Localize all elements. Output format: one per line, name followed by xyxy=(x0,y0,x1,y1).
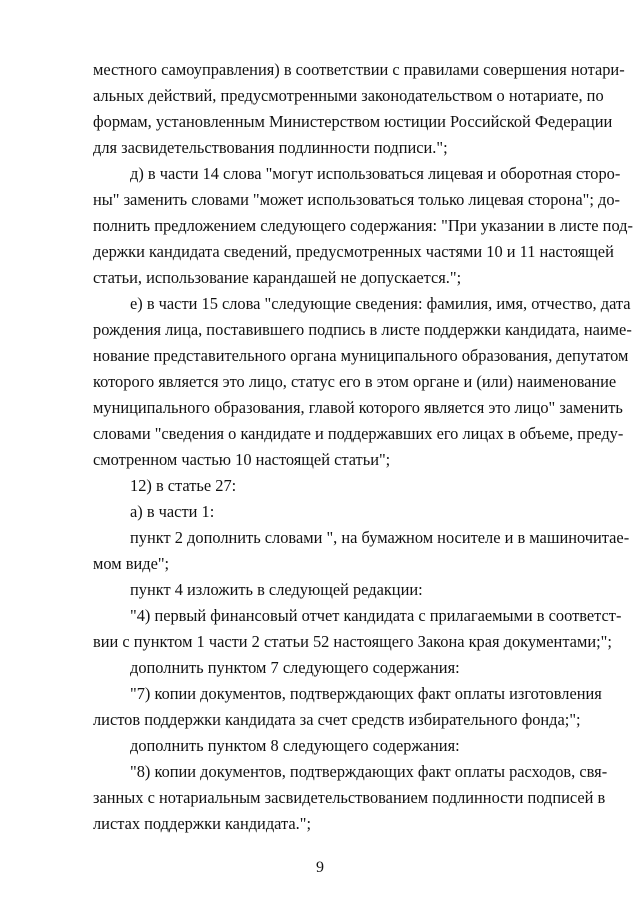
text-line: которого является это лицо, статус его в этом органе и (или) наименование xyxy=(93,372,617,391)
text-line: местного самоуправления) в соответствии с правилами совершения нотари- xyxy=(93,60,625,79)
text-line: мом виде"; xyxy=(93,554,170,573)
text-line: статьи, использование карандашей не допускается."; xyxy=(93,268,462,287)
text-line: держки кандидата сведений, предусмотренных частями 10 и 11 настоящей xyxy=(93,242,614,261)
text-line: "7) копии документов, подтверждающих факт оплаты изготовления xyxy=(130,684,602,703)
text-line: вии с пунктом 1 части 2 статьи 52 настоящего Закона края документами;"; xyxy=(93,632,612,651)
text-line: нование представительного органа муниципального образования, депутатом xyxy=(93,346,629,365)
text-line: пункт 4 изложить в следующей редакции: xyxy=(130,580,423,599)
text-line: альных действий, предусмотренными законодательством о нотариате, по xyxy=(93,86,604,105)
text-line: словами "сведения о кандидате и поддержавших его лицах в объеме, преду- xyxy=(93,424,624,443)
text-line: е) в части 15 слова "следующие сведения: фамилия, имя, отчество, дата xyxy=(130,294,631,313)
text-line: занных с нотариальным засвидетельствованием подлинности подписей в xyxy=(93,788,606,807)
text-line: ны" заменить словами "может использоваться только лицевая сторона"; до- xyxy=(93,190,621,209)
text-line: формам, установленным Министерством юстиции Российской Федерации xyxy=(93,112,613,131)
text-line: пункт 2 дополнить словами ", на бумажном носителе и в машиночитае- xyxy=(130,528,630,547)
text-line: для засвидетельствования подлинности подписи."; xyxy=(93,138,448,157)
text-line: д) в части 14 слова "могут использоваться лицевая и оборотная сторо- xyxy=(130,164,621,183)
text-line: листах поддержки кандидата."; xyxy=(93,814,311,833)
text-line: "4) первый финансовый отчет кандидата с прилагаемыми в соответст- xyxy=(130,606,622,625)
text-line: дополнить пунктом 7 следующего содержания: xyxy=(130,658,460,677)
text-line: а) в части 1: xyxy=(130,502,215,521)
text-line: дополнить пунктом 8 следующего содержания: xyxy=(130,736,460,755)
text-line: муниципального образования, главой которого является это лицо" заменить xyxy=(93,398,623,417)
text-line: листов поддержки кандидата за счет средств избирательного фонда;"; xyxy=(93,710,581,729)
text-line: полнить предложением следующего содержания: "При указании в листе под- xyxy=(93,216,633,235)
text-line: 12) в статье 27: xyxy=(130,476,237,495)
text-line: рождения лица, поставившего подпись в листе поддержки кандидата, наиме- xyxy=(93,320,632,339)
page-number: 9 xyxy=(316,859,324,876)
text-line: смотренном частью 10 настоящей статьи"; xyxy=(93,450,391,469)
text-line: "8) копии документов, подтверждающих факт оплаты расходов, свя- xyxy=(130,762,608,781)
